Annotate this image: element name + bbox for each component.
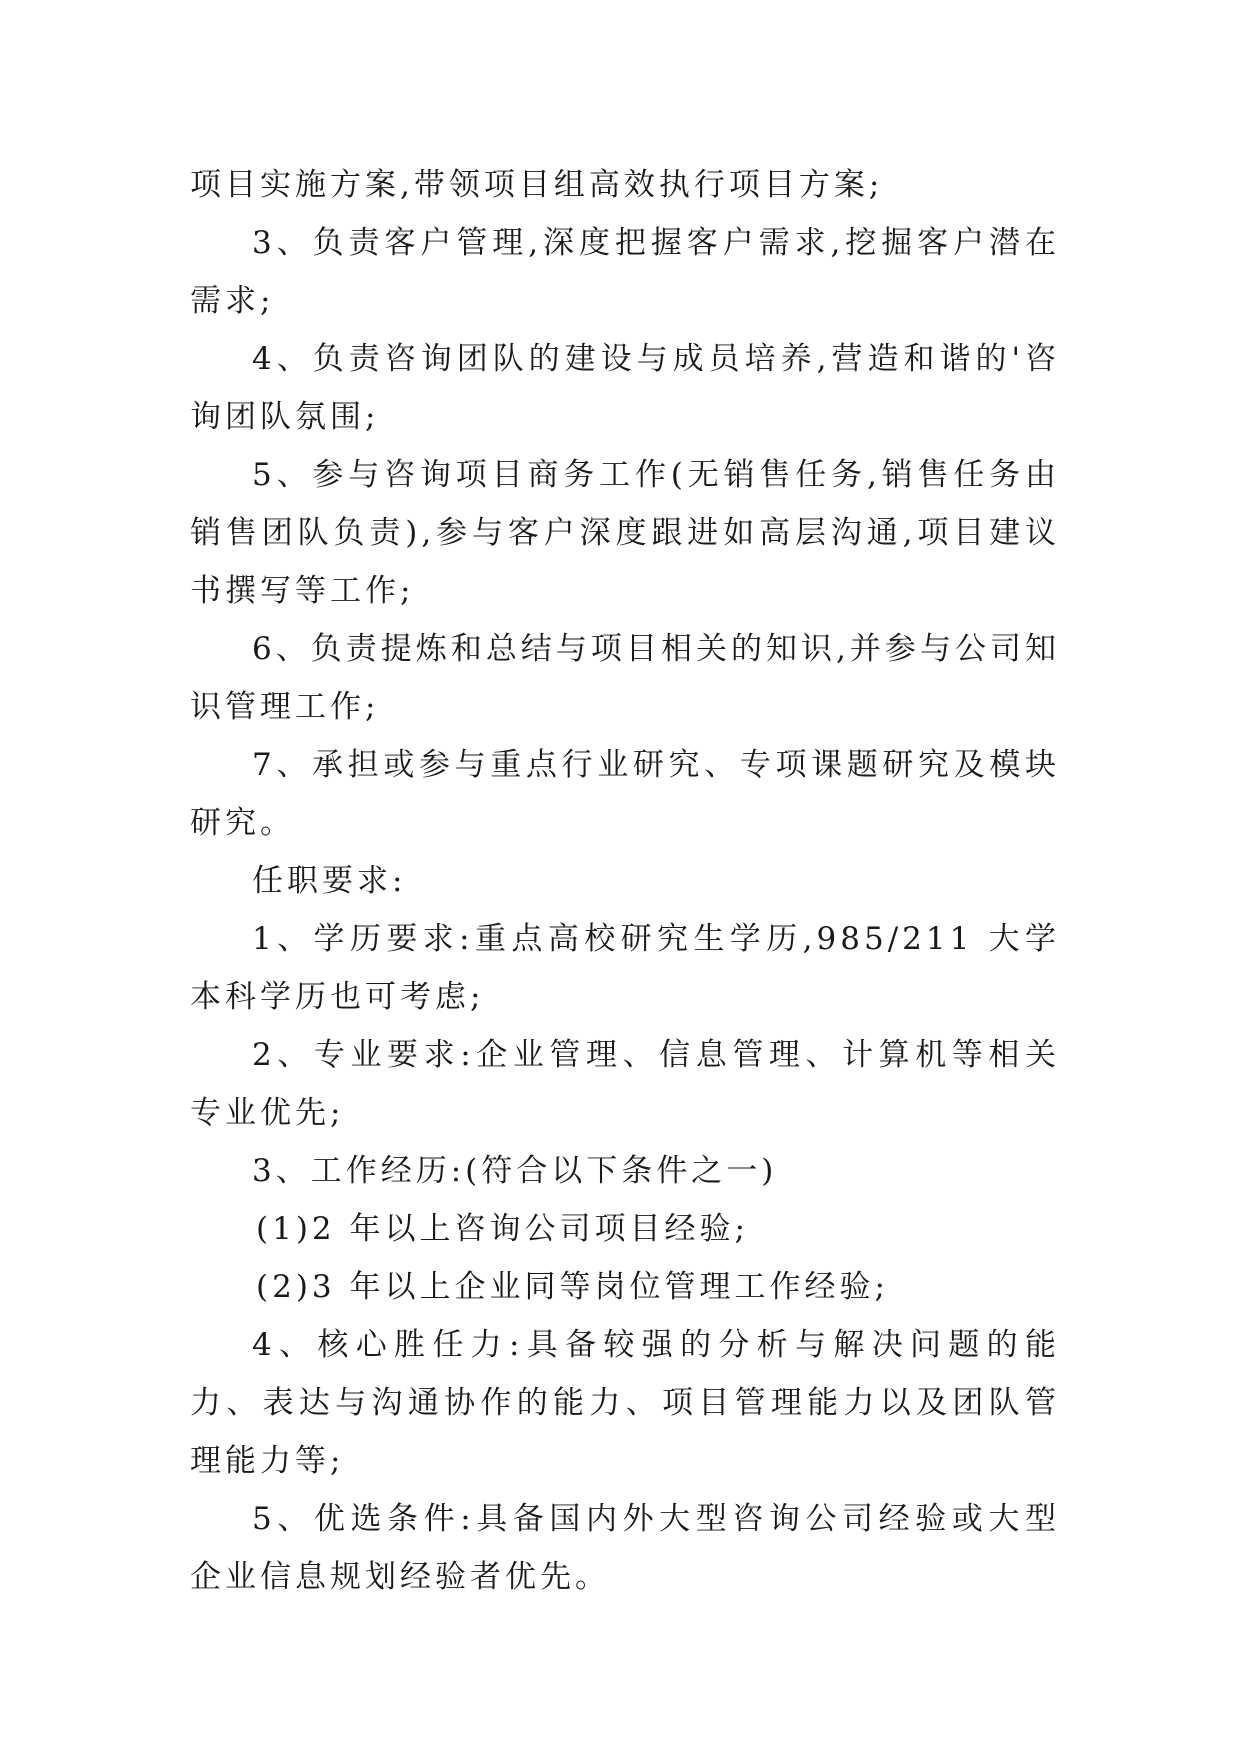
paragraph-duty-5-business-work: 5、参与咨询项目商务工作(无销售任务,销售任务由销售团队负责),参与客户深度跟进如高层沟通,项目建议书撰写等工作; bbox=[190, 457, 1060, 609]
paragraph-duty-4-team-building: 4、负责咨询团队的建设与成员培养,营造和谐的'咨询团队氛围; bbox=[190, 341, 1060, 435]
paragraph-req-2-major: 2、专业要求:企业管理、信息管理、计算机等相关专业优先; bbox=[190, 1037, 1060, 1131]
paragraph-req-3-experience: 3、工作经历:(符合以下条件之一) bbox=[252, 1153, 778, 1189]
document-body bbox=[190, 156, 1060, 1606]
paragraph-req-3-option-1: (1)2 年以上咨询公司项目经验; bbox=[256, 1211, 749, 1247]
paragraph-req-5-preferred: 5、优选条件:具备国内外大型咨询公司经验或大型企业信息规划经验者优先。 bbox=[190, 1501, 1060, 1595]
paragraph-project-plan-continuation: 项目实施方案,带领项目组高效执行项目方案; bbox=[190, 167, 884, 203]
paragraph-duty-6-knowledge-management: 6、负责提炼和总结与项目相关的知识,并参与公司知识管理工作; bbox=[190, 631, 1060, 725]
paragraph-req-3-option-2: (2)3 年以上企业同等岗位管理工作经验; bbox=[256, 1269, 889, 1305]
paragraph-duty-3-client-management: 3、负责客户管理,深度把握客户需求,挖掘客户潜在需求; bbox=[190, 225, 1060, 319]
paragraph-req-1-education: 1、学历要求:重点高校研究生学历,985/211 大学本科学历也可考虑; bbox=[190, 921, 1060, 1015]
paragraph-req-4-core-competency: 4、核心胜任力:具备较强的分析与解决问题的能力、表达与沟通协作的能力、项目管理能力以及团队管理能力等; bbox=[190, 1327, 1060, 1479]
paragraph-duty-7-industry-research: 7、承担或参与重点行业研究、专项课题研究及模块研究。 bbox=[190, 747, 1060, 841]
section-heading-requirements: 任职要求: bbox=[252, 863, 407, 899]
